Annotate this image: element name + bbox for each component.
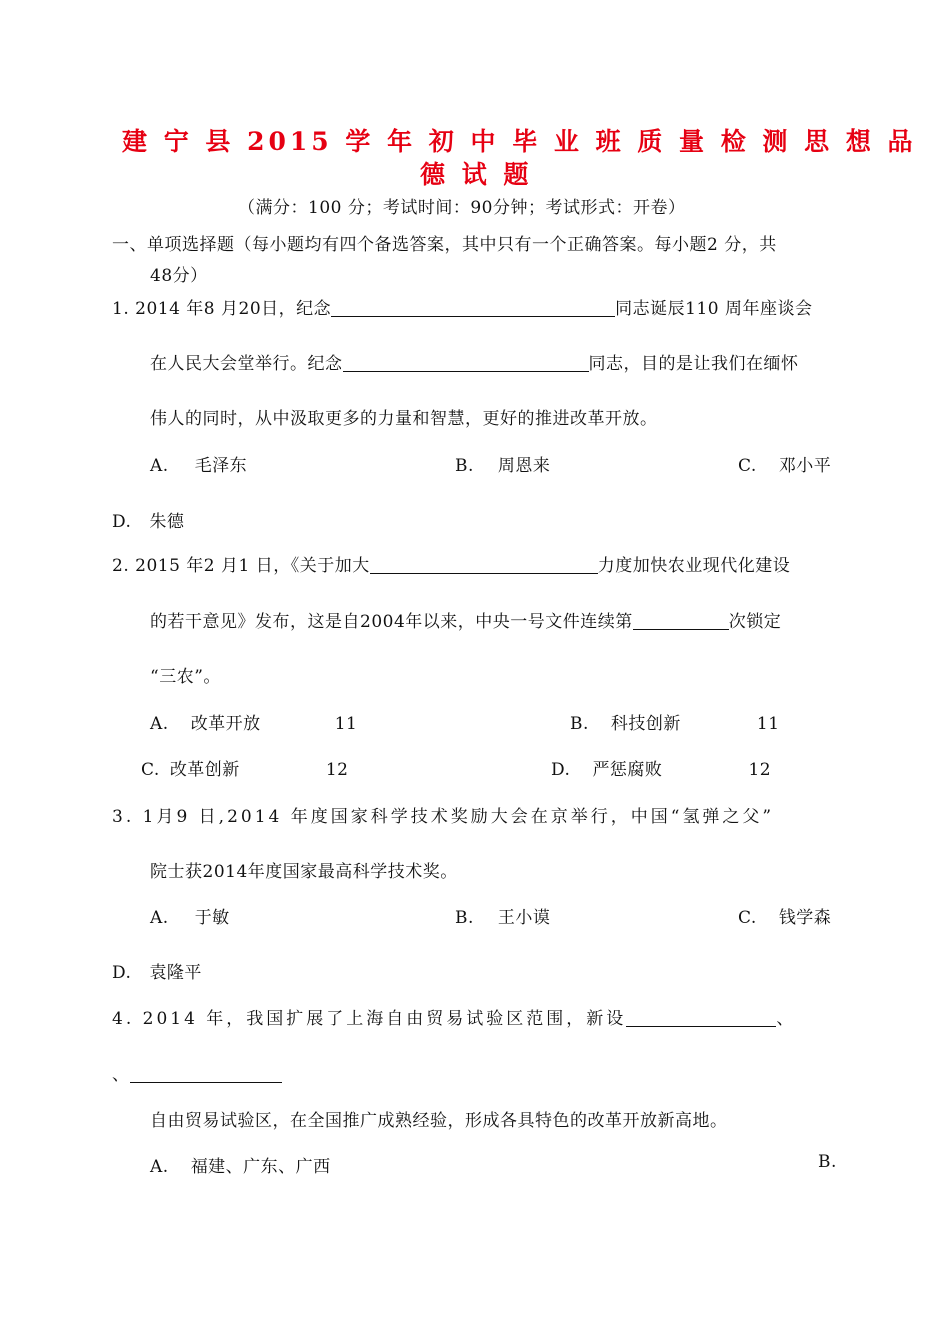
option-d	[551, 755, 771, 780]
option-letter: A.	[150, 908, 169, 928]
option-text: 改革创新	[169, 760, 240, 780]
option-a	[150, 1152, 331, 1177]
question-text: 2014 年，我国扩展了上海自由贸易试验区范围，新设	[142, 1009, 627, 1029]
question-3-line2: 院士获2014年度国家最高科学技术奖。	[150, 862, 458, 882]
option-b	[455, 903, 550, 928]
option-text: 于敏	[194, 908, 230, 928]
option-text: 王小谟	[497, 908, 551, 928]
separator: 、	[112, 1065, 130, 1085]
question-4-line1	[112, 1004, 796, 1029]
option-number: 11	[756, 714, 780, 734]
option-d	[112, 507, 184, 532]
option-text: 福建、广东、广西	[190, 1157, 331, 1177]
answer-blank	[130, 1064, 282, 1083]
option-a	[150, 709, 357, 734]
option-letter: D.	[112, 512, 132, 532]
option-letter: C.	[738, 908, 757, 928]
answer-blank	[331, 298, 615, 317]
option-text: 改革开放	[190, 714, 261, 734]
question-text: 2014 年8 月20日，纪念	[135, 299, 332, 319]
question-1-line2	[150, 349, 799, 374]
question-text: 2015 年2 月1 日，《关于加大	[135, 556, 370, 576]
option-letter: B.	[818, 1152, 837, 1172]
option-letter: C.	[141, 760, 160, 780]
option-c	[141, 755, 348, 780]
question-text: 同志诞辰110 周年座谈会	[615, 299, 813, 319]
answer-blank	[370, 555, 598, 574]
question-1-line1	[112, 294, 813, 319]
question-text: 1月9 日,2014 年度国家科学技术奖励大会在京举行，中国“氢弹之父”	[142, 807, 775, 827]
exam-subtitle: （满分：100 分；考试时间：90分钟；考试形式：开卷）	[238, 198, 686, 218]
option-a	[150, 903, 230, 928]
option-number: 12	[748, 760, 772, 780]
section-heading-cont: 48分）	[150, 266, 208, 286]
question-number: 2.	[112, 556, 130, 576]
question-text: 力度加快农业现代化建设	[597, 556, 791, 576]
answer-blank	[633, 611, 729, 630]
option-number: 12	[325, 760, 349, 780]
option-text: 科技创新	[610, 714, 681, 734]
question-text: 在人民大会堂举行。纪念	[150, 354, 343, 374]
option-text: 邓小平	[778, 456, 832, 476]
exam-title-line2: 德 试 题	[420, 160, 533, 189]
question-text: 次锁定	[728, 612, 782, 632]
option-text: 周恩来	[497, 456, 551, 476]
section-heading: 一、单项选择题（每小题均有四个备选答案，其中只有一个正确答案。每小题2 分，共	[112, 235, 777, 255]
option-text: 袁隆平	[149, 963, 202, 983]
option-number: 11	[334, 714, 358, 734]
question-4-line2	[112, 1060, 282, 1085]
answer-blank	[626, 1008, 776, 1027]
exam-title-line1: 建 宁 县 2015 学 年 初 中 毕 业 班 质 量 检 测 思 想 品	[122, 127, 917, 156]
option-text: 朱德	[149, 512, 185, 532]
answer-blank	[343, 353, 589, 372]
option-b	[455, 451, 550, 476]
question-2-line3: “三农”。	[150, 667, 221, 687]
question-2-line2	[150, 607, 781, 632]
question-3-line1	[112, 802, 774, 827]
option-letter: A.	[150, 714, 169, 734]
option-c	[738, 451, 831, 476]
option-letter: B.	[455, 456, 474, 476]
question-4-line3: 自由贸易试验区，在全国推广成熟经验，形成各具特色的改革开放新高地。	[150, 1111, 728, 1131]
option-letter: A.	[150, 456, 169, 476]
option-letter: C.	[738, 456, 757, 476]
option-a	[150, 451, 247, 476]
option-b	[570, 709, 780, 734]
option-letter: A.	[150, 1157, 169, 1177]
question-1-line3: 伟人的同时，从中汲取更多的力量和智慧，更好的推进改革开放。	[150, 409, 658, 429]
option-text: 严惩腐败	[592, 760, 663, 780]
separator: 、	[776, 1009, 797, 1029]
question-number: 4.	[112, 1009, 135, 1029]
question-text: 的若干意见》发布，这是自2004年以来，中央一号文件连续第	[150, 612, 633, 632]
option-text: 毛泽东	[194, 456, 248, 476]
option-text: 钱学森	[778, 908, 832, 928]
option-b	[818, 1152, 837, 1172]
question-number: 3.	[112, 807, 135, 827]
option-d	[112, 958, 202, 983]
option-letter: D.	[112, 963, 132, 983]
option-letter: B.	[570, 714, 589, 734]
question-text: 同志，目的是让我们在缅怀	[588, 354, 799, 374]
option-c	[738, 903, 831, 928]
option-letter: B.	[455, 908, 474, 928]
option-letter: D.	[551, 760, 571, 780]
question-number: 1.	[112, 299, 130, 319]
question-2-line1	[112, 551, 790, 576]
